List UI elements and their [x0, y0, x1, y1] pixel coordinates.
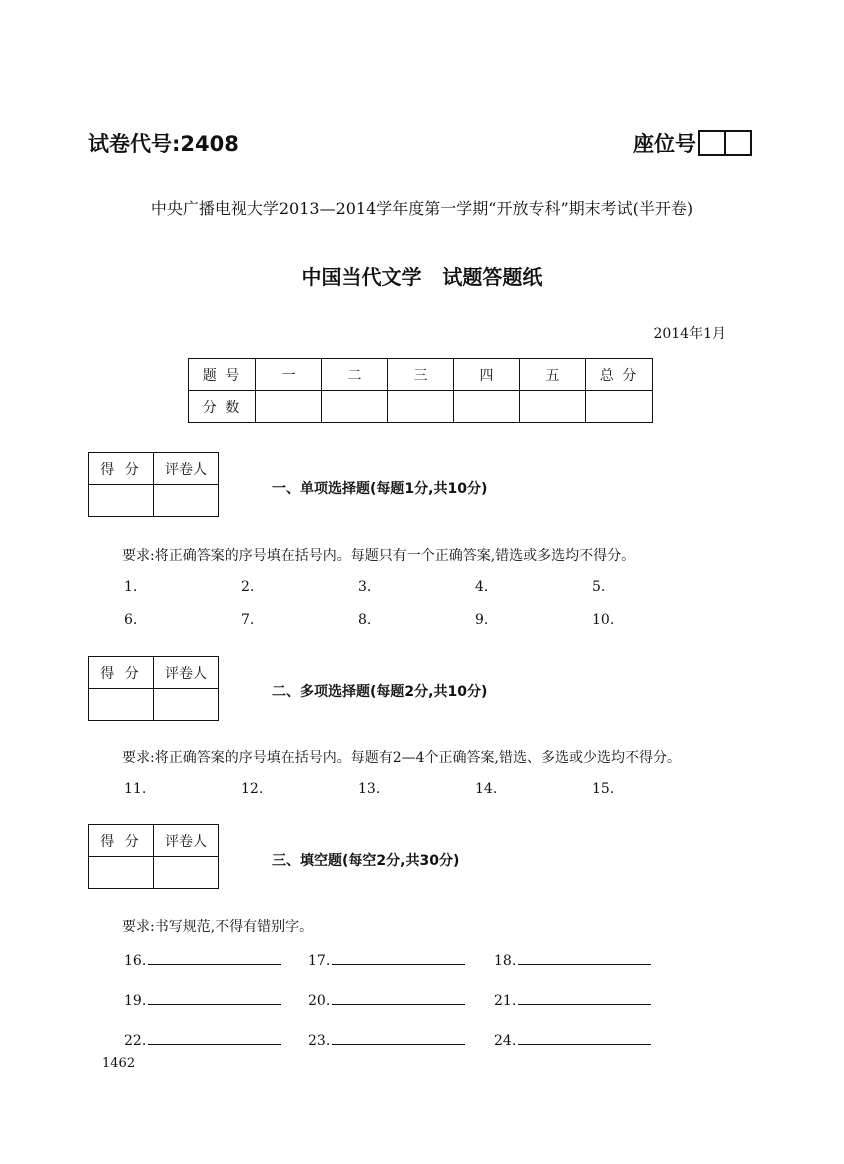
section-requirement: 要求:书写规范,不得有错别字。	[122, 919, 314, 935]
answer-blank[interactable]	[518, 990, 651, 1005]
grader-score-cell[interactable]	[89, 485, 154, 517]
answer-blank[interactable]	[332, 990, 465, 1005]
answer-number: 3.	[358, 579, 372, 595]
answer-number: 4.	[475, 579, 489, 595]
score-table-cell: 一	[256, 359, 322, 391]
answer-number: 1.	[124, 579, 138, 595]
paper-code: 试卷代号:2408	[88, 132, 239, 156]
seat-label: 座位号	[633, 132, 696, 156]
answer-blank[interactable]	[148, 990, 281, 1005]
answer-number: 24.	[494, 1033, 517, 1049]
grader-name-cell[interactable]	[154, 857, 219, 889]
answer-number: 8.	[358, 612, 372, 628]
fill-blank-item	[308, 950, 465, 969]
score-input-cell[interactable]	[322, 391, 388, 423]
answer-number: 6.	[124, 612, 138, 628]
fill-blank-item	[124, 1030, 281, 1049]
score-input-cell[interactable]	[454, 391, 520, 423]
answer-blank[interactable]	[148, 1030, 281, 1045]
score-table-cell: 二	[322, 359, 388, 391]
section-requirement: 要求:将正确答案的序号填在括号内。每题只有一个正确答案,错选或多选均不得分。	[122, 548, 636, 564]
seat-box[interactable]	[726, 130, 752, 156]
score-table-cell: 分 数	[189, 391, 256, 423]
section-title: 二、多项选择题(每题2分,共10分)	[272, 684, 488, 700]
score-table-cell: 五	[520, 359, 586, 391]
answer-blank[interactable]	[332, 950, 465, 965]
page-number: 1462	[102, 1056, 136, 1071]
score-table-cell: 三	[388, 359, 454, 391]
score-input-cell[interactable]	[388, 391, 454, 423]
fill-blank-item	[494, 990, 651, 1009]
answer-number: 16.	[124, 953, 147, 969]
answer-number: 21.	[494, 993, 517, 1009]
answer-number: 7.	[241, 612, 255, 628]
answer-number: 15.	[592, 781, 615, 797]
answer-number: 2.	[241, 579, 255, 595]
answer-number: 12.	[241, 781, 264, 797]
answer-number: 20.	[308, 993, 331, 1009]
grader-name-label: 评卷人	[154, 825, 219, 857]
answer-blank[interactable]	[518, 950, 651, 965]
fill-blank-item	[308, 990, 465, 1009]
score-table-cell: 总 分	[586, 359, 653, 391]
grader-score-label: 得 分	[89, 825, 154, 857]
grader-score-cell[interactable]	[89, 689, 154, 721]
grader-score-label: 得 分	[89, 657, 154, 689]
grader-name-label: 评卷人	[154, 453, 219, 485]
answer-number: 19.	[124, 993, 147, 1009]
answer-number: 9.	[475, 612, 489, 628]
fill-blank-item	[124, 950, 281, 969]
score-table-cell: 题 号	[189, 359, 256, 391]
grader-score-label: 得 分	[89, 453, 154, 485]
score-input-cell[interactable]	[520, 391, 586, 423]
fill-blank-item	[494, 1030, 651, 1049]
fill-blank-item	[124, 990, 281, 1009]
score-table-score-row	[189, 391, 653, 423]
answer-number: 23.	[308, 1033, 331, 1049]
score-table	[188, 358, 653, 423]
fill-blank-item	[494, 950, 651, 969]
section-title: 三、填空题(每空2分,共30分)	[272, 853, 460, 869]
seat-boxes	[698, 130, 752, 156]
exam-date: 2014年1月	[653, 326, 726, 342]
document-title: 中国当代文学 试题答题纸	[301, 265, 543, 289]
answer-number: 17.	[308, 953, 331, 969]
answer-blank[interactable]	[518, 1030, 651, 1045]
seat-box[interactable]	[698, 130, 726, 156]
fill-blank-item	[308, 1030, 465, 1049]
answer-blank[interactable]	[148, 950, 281, 965]
exam-title: 中央广播电视大学2013—2014学年度第一学期“开放专科”期末考试(半开卷)	[150, 199, 694, 218]
answer-number: 10.	[592, 612, 615, 628]
section-title: 一、单项选择题(每题1分,共10分)	[272, 481, 488, 497]
answer-number: 18.	[494, 953, 517, 969]
grader-box	[88, 824, 219, 889]
grader-name-cell[interactable]	[154, 485, 219, 517]
answer-blank[interactable]	[332, 1030, 465, 1045]
answer-number: 22.	[124, 1033, 147, 1049]
seat-number	[633, 128, 752, 158]
grader-score-cell[interactable]	[89, 857, 154, 889]
grader-name-cell[interactable]	[154, 689, 219, 721]
section-requirement: 要求:将正确答案的序号填在括号内。每题有2—4个正确答案,错选、多选或少选均不得分。	[122, 750, 681, 766]
score-input-cell[interactable]	[586, 391, 653, 423]
answer-number: 11.	[124, 781, 147, 797]
answer-number: 5.	[592, 579, 606, 595]
score-table-header-row	[189, 359, 653, 391]
score-input-cell[interactable]	[256, 391, 322, 423]
score-table-cell: 四	[454, 359, 520, 391]
answer-number: 14.	[475, 781, 498, 797]
grader-name-label: 评卷人	[154, 657, 219, 689]
grader-box	[88, 452, 219, 517]
grader-box	[88, 656, 219, 721]
answer-number: 13.	[358, 781, 381, 797]
